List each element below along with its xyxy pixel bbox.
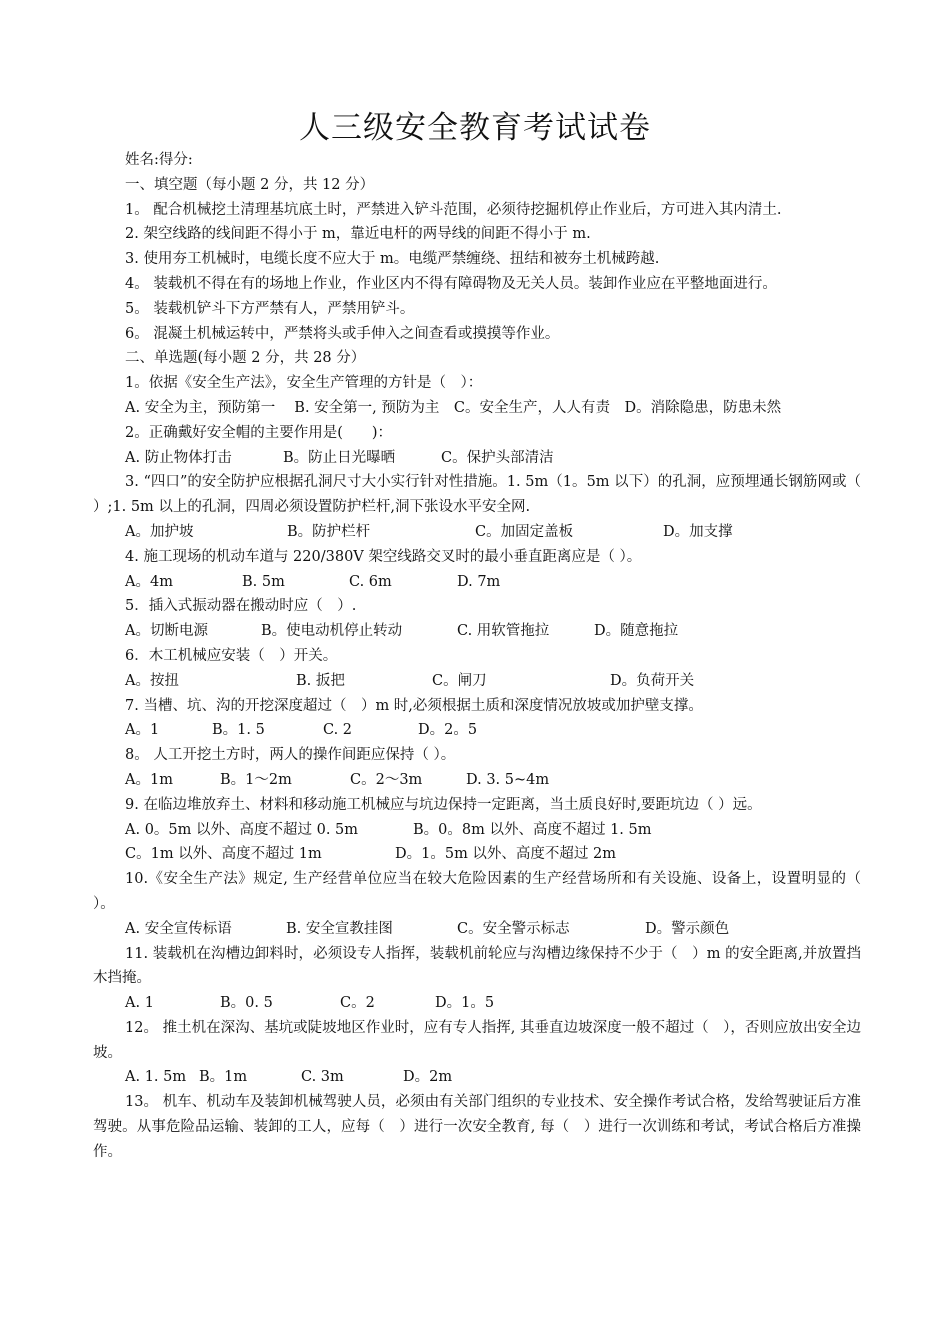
choice-question-1-options: A. 安全为主，预防第一 B. 安全第一, 预防为主 C。安全生产，人人有责 D。消除隐患，防患未然 <box>125 399 782 416</box>
option-d: D。2。5 <box>418 722 478 739</box>
option-c: C. 3m <box>301 1069 344 1086</box>
option-d: D。随意拖拉 <box>594 623 679 640</box>
choice-question-5-options <box>93 619 861 644</box>
choice-question-12-options <box>93 1065 861 1090</box>
choice-question-6: 6．木工机械应安装（ ）开关。 <box>125 647 338 664</box>
section2-heading: 二、单选题(每小题 2 分，共 28 分） <box>125 350 366 367</box>
option-a: A. 防止物体打击 <box>125 449 232 466</box>
page-title: 人三级安全教育考试试卷 <box>299 110 651 146</box>
option-a: A。按扭 <box>125 672 179 689</box>
choice-question-7-options <box>93 718 861 743</box>
option-a: A。4m <box>125 573 173 590</box>
option-c: C。保护头部清洁 <box>441 449 554 466</box>
choice-question-10: 10.《安全生产法》规定, 生产经营单位应当在较大危险因素的生产经营场所和有关设施、设备上，设置明显的（ ）。 <box>93 871 861 912</box>
option-c: C。闸刀 <box>432 672 487 689</box>
fill-question-1: 1。 配合机械挖土清理基坑底土时，严禁进入铲斗范围，必须待挖掘机停止作业后，方可进入其内清土. <box>125 201 782 218</box>
exam-body <box>93 148 861 1165</box>
option-c: C。加固定盖板 <box>475 523 574 540</box>
option-a: A。1m <box>125 771 173 788</box>
fill-question-6: 6。 混凝土机械运转中，严禁将头或手伸入之间查看或摸摸等作业。 <box>125 325 560 342</box>
fill-question-2: 2. 架空线路的线间距不得小于 m，靠近电杆的两导线的间距不得小于 m. <box>125 226 591 243</box>
option-d: D。警示颜色 <box>645 920 730 937</box>
choice-question-9-options-row2 <box>93 842 861 867</box>
option-c: C. 用软管拖拉 <box>457 623 550 640</box>
choice-question-2-options <box>93 446 861 471</box>
option-c: C。2 <box>340 995 375 1012</box>
option-c: C。安全警示标志 <box>457 920 570 937</box>
option-d: D。2m <box>403 1069 453 1086</box>
choice-question-2: 2。正确戴好安全帽的主要作用是( )： <box>125 424 393 441</box>
option-a: A。切断电源 <box>125 623 208 640</box>
option-d: D。负荷开关 <box>610 672 695 689</box>
option-a: A. 0。5m 以外、高度不超过 0. 5m <box>125 821 359 838</box>
choice-question-3-options <box>93 520 861 545</box>
choice-question-9-options-row1 <box>93 818 861 843</box>
option-c: C。2～3m <box>350 771 423 788</box>
option-b: B。1. 5 <box>212 722 265 739</box>
option-b: B。0。8m 以外、高度不超过 1. 5m <box>413 821 652 838</box>
choice-question-4-options <box>93 570 861 595</box>
option-b: B。防护栏杆 <box>287 523 371 540</box>
choice-question-4: 4. 施工现场的机动车道与 220/380V 架空线路交叉时的最小垂直距离应是（ ）。 <box>125 548 642 565</box>
choice-question-10-options <box>93 917 861 942</box>
option-d: D. 7m <box>457 573 501 590</box>
option-a: A. 1 <box>125 995 154 1012</box>
choice-question-7: 7. 当槽、坑、沟的开挖深度超过（ ）m 时,必须根据土质和深度情况放坡或加护壁支撑。 <box>125 697 703 714</box>
choice-question-6-options <box>93 669 861 694</box>
choice-question-5: 5．插入式振动器在搬动时应（ ）. <box>125 598 357 615</box>
fill-question-3: 3. 使用夯工机械时，电缆长度不应大于 m。电缆严禁缠绕、扭结和被夯土机械跨越. <box>125 251 660 268</box>
option-b: B。1m <box>199 1069 248 1086</box>
choice-question-13: 13。 机车、机动车及装卸机械驾驶人员，必须由有关部门组织的专业技术、安全操作考试合格，发给驾驶证后方准驾驶。从事危险品运输、装卸的工人，应每（ ）进行一次安全教育, 每（ ）进行一次训练和考试，考试合格后方准操作。 <box>93 1094 861 1160</box>
choice-question-12: 12。 推土机在深沟、基坑或陡坡地区作业时，应有专人指挥, 其垂直边坡深度一般不超过（ ），否则应放出安全边坡。 <box>93 1019 861 1061</box>
choice-question-8: 8。 人工开挖土方时，两人的操作间距应保持（ ）。 <box>125 747 456 764</box>
option-c: C. 2 <box>323 722 353 739</box>
choice-question-3: 3. “四口”的安全防护应根据孔洞尺寸大小实行针对性措施。1. 5m（1。5m 以下）的孔洞，应预埋通长钢筋网或（ ）;1. 5m 以上的孔洞，四周必须设置防护栏杆,洞下张设水平安全网. <box>93 474 861 516</box>
option-b: B。0. 5 <box>220 995 273 1012</box>
option-a: A. 1. 5m <box>125 1069 187 1086</box>
choice-question-11: 11. 装载机在沟槽边卸料时，必须设专人指挥，装载机前轮应与沟槽边缘保持不少于（ ）m 的安全距离,并放置挡木挡掩。 <box>93 945 861 987</box>
option-b: B. 扳把 <box>296 672 345 689</box>
option-b: B。防止日光曝晒 <box>283 449 396 466</box>
option-b: B。1～2m <box>220 771 292 788</box>
option-b: B. 安全宣教挂图 <box>286 920 393 937</box>
choice-question-8-options <box>93 768 861 793</box>
option-d: D. 3. 5~4m <box>466 771 550 788</box>
option-d: D。1。5m 以外、高度不超过 2m <box>395 846 617 863</box>
section1-heading: 一、填空题（每小题 2 分，共 12 分） <box>125 176 375 193</box>
option-c: C. 6m <box>349 573 392 590</box>
option-d: D。1。5 <box>435 995 495 1012</box>
option-a: A。加护坡 <box>125 523 194 540</box>
fill-question-4: 4。 装载机不得在有的场地上作业，作业区内不得有障碍物及无关人员。装卸作业应在平整地面进行。 <box>125 275 777 292</box>
fill-question-5: 5。 装载机铲斗下方严禁有人，严禁用铲斗。 <box>125 300 415 317</box>
name-score-line: 姓名:得分: <box>125 152 193 168</box>
option-d: D。加支撑 <box>663 523 733 540</box>
choice-question-11-options <box>93 991 861 1016</box>
option-c: C。1m 以外、高度不超过 1m <box>125 846 322 863</box>
choice-question-9: 9. 在临边堆放弃土、材料和移动施工机械应与坑边保持一定距离，当土质良好时,要距坑边（ ）远。 <box>125 796 762 813</box>
option-b: B. 5m <box>242 573 285 590</box>
option-a: A. 安全宣传标语 <box>125 920 232 937</box>
choice-question-1: 1。依据《安全生产法》，安全生产管理的方针是（ ）： <box>125 375 483 392</box>
option-b: B。使电动机停止转动 <box>261 623 403 640</box>
option-a: A。1 <box>125 722 160 739</box>
